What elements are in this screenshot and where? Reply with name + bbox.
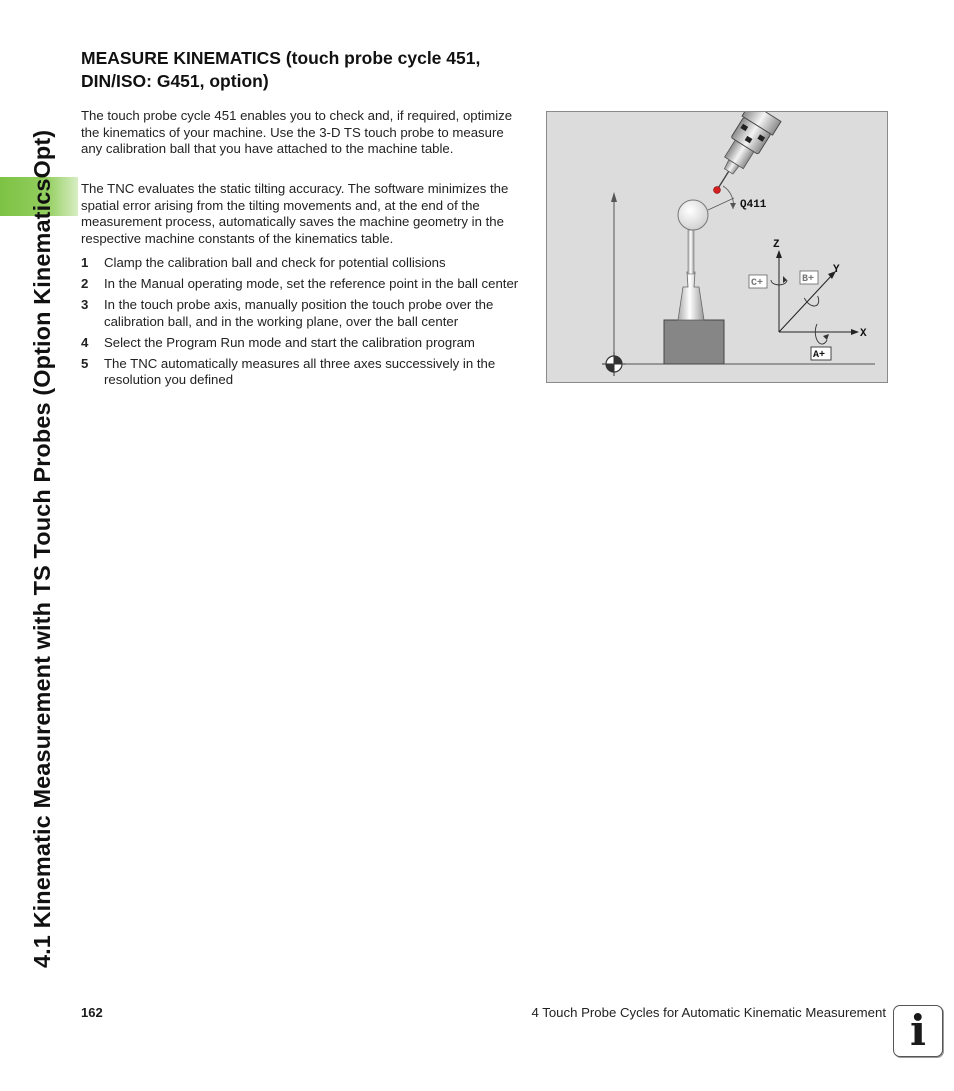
probe-tip <box>712 185 721 194</box>
kinematics-illustration <box>547 112 887 382</box>
q411-angle-marker <box>708 186 736 210</box>
section-heading: MEASURE KINEMATICS (touch probe cycle 451, DIN/ISO: G451, option) <box>81 48 481 91</box>
calibration-ball-stand <box>678 200 708 320</box>
touch-probe-icon <box>700 112 781 202</box>
step-item <box>81 276 527 293</box>
intro-paragraph: The touch probe cycle 451 enables you to check and, if required, optimize the kinematics of your machine. Use the 3-D TS touch probe to measure any calibration ball that you have attached to the machine table. <box>81 108 513 157</box>
step-number: 3 <box>81 296 89 312</box>
rot-b-label: B+ <box>802 274 815 285</box>
chapter-side-title <box>22 48 62 968</box>
step-item <box>81 297 527 330</box>
step-number: 4 <box>81 334 89 350</box>
step-text: The TNC automatically measures all three axes successively in the resolution you defined <box>104 355 496 388</box>
procedure-steps <box>81 255 527 393</box>
evaluation-paragraph: The TNC evaluates the static tilting accuracy. The software minimizes the spatial error arising from the tilting movements and, at the end of the measurement process, automatically saves the machine geometry in the respective machine constants of the kinematics table. <box>81 181 509 246</box>
step-number: 5 <box>81 355 89 371</box>
step-item <box>81 356 527 389</box>
info-icon[interactable] <box>893 1005 943 1057</box>
vertical-axis-arrow <box>611 192 617 202</box>
axis-z-label: Z <box>773 239 780 251</box>
footer-chapter-text: 4 Touch Probe Cycles for Automatic Kinematic Measurement <box>531 1005 886 1020</box>
axis-x-label: X <box>860 328 867 340</box>
rot-a-label: A+ <box>813 350 826 361</box>
step-text: In the touch probe axis, manually position the touch probe over the calibration ball, and in the working plane, over the ball center <box>104 296 494 329</box>
step-text: Clamp the calibration ball and check for potential collisions <box>104 255 446 270</box>
kinematics-figure <box>546 111 888 383</box>
axis-system <box>771 250 859 344</box>
step-item <box>81 335 527 352</box>
datum-icon <box>602 352 626 376</box>
calibration-ball <box>678 200 708 230</box>
q411-label: Q411 <box>740 199 767 211</box>
step-number: 1 <box>81 255 89 270</box>
step-item <box>81 255 527 272</box>
rot-c-label: C+ <box>751 278 764 289</box>
axis-y-label: Y <box>833 264 840 276</box>
step-text: Select the Program Run mode and start the calibration program <box>104 334 475 350</box>
step-number: 2 <box>81 275 89 291</box>
step-text: In the Manual operating mode, set the reference point in the ball center <box>104 275 519 291</box>
chapter-side-title-text: 4.1 Kinematic Measurement with TS Touch Probes (Option KinematicsOpt) <box>29 129 55 968</box>
machine-table-block <box>664 320 724 364</box>
page-number: 162 <box>81 1005 103 1020</box>
info-icon-glyph: i <box>910 1006 926 1055</box>
